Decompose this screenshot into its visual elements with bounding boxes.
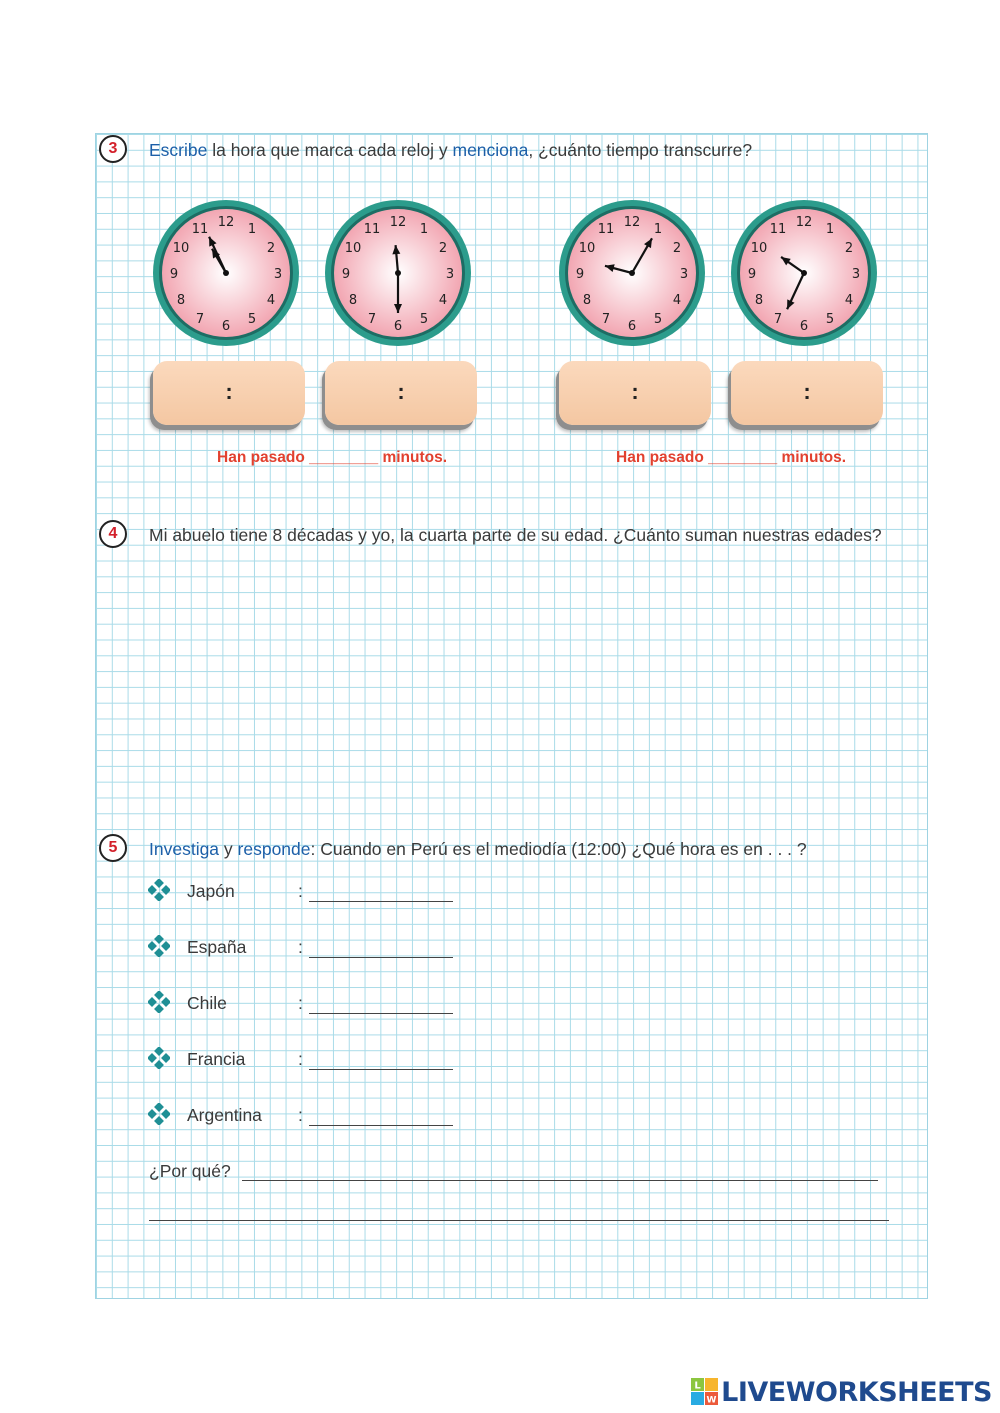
logo-letter-w: W <box>706 1395 717 1406</box>
clock-number: 3 <box>679 267 689 282</box>
elapsed-prefix: Han pasado <box>217 449 305 466</box>
section-4-number: 4 <box>99 520 127 548</box>
clock-number: 1 <box>825 221 835 237</box>
country-argentina: Argentina <box>187 1105 262 1125</box>
section-3-number: 3 <box>99 135 127 163</box>
clock-number: 5 <box>825 312 835 328</box>
clock-number: 5 <box>653 312 663 328</box>
prompt-text: y <box>219 839 238 859</box>
why-answer-line-2[interactable] <box>149 1220 889 1221</box>
clock-2 <box>323 198 473 348</box>
clock-number: 6 <box>221 319 231 334</box>
clock-number: 10 <box>344 241 362 256</box>
diamond-bullet-icon <box>148 935 170 957</box>
clock-number: 3 <box>445 267 455 282</box>
diamond-bullet-icon <box>148 1103 170 1125</box>
clock-number: 4 <box>672 293 682 308</box>
clock-number: 12 <box>795 215 813 230</box>
country-japon: Japón <box>187 881 235 901</box>
clock-number: 9 <box>575 267 585 282</box>
country-colon: : <box>298 993 303 1013</box>
time-answer-box-3[interactable]: : <box>559 361 711 425</box>
section-5-number: 5 <box>99 834 127 862</box>
clock-number: 2 <box>266 241 276 256</box>
clock-number: 11 <box>191 221 209 237</box>
clock-number: 6 <box>627 319 637 334</box>
elapsed-blank[interactable]: ________ <box>309 449 379 466</box>
clock-number: 3 <box>851 267 861 282</box>
answer-line-japon[interactable] <box>309 900 453 902</box>
clock-number: 6 <box>799 319 809 334</box>
clock-number: 9 <box>169 267 179 282</box>
elapsed-minutes-line-1 <box>217 449 447 467</box>
answer-line-espana[interactable] <box>309 956 453 958</box>
country-francia: Francia <box>187 1049 246 1069</box>
clock-number: 9 <box>341 267 351 282</box>
clock-number: 8 <box>176 293 186 308</box>
diamond-bullet-icon <box>148 879 170 901</box>
clock-number: 7 <box>195 312 205 328</box>
prompt-keyword-investiga: Investiga <box>149 839 220 859</box>
clock-number: 10 <box>172 241 190 256</box>
diamond-bullet-icon <box>148 1047 170 1069</box>
clock-number: 3 <box>273 267 283 282</box>
clock-number: 8 <box>754 293 764 308</box>
section-4-prompt: Mi abuelo tiene 8 décadas y yo, la cuarta parte de su edad. ¿Cuánto suman nuestras edades? <box>149 525 882 545</box>
elapsed-suffix: minutos. <box>781 449 847 466</box>
answer-line-francia[interactable] <box>309 1068 453 1070</box>
clock-number: 2 <box>438 241 448 256</box>
clock-number: 4 <box>266 293 276 308</box>
clock-center <box>223 270 229 276</box>
clock-number: 2 <box>844 241 854 256</box>
why-label: ¿Por qué? <box>149 1161 231 1181</box>
answer-line-argentina[interactable] <box>309 1124 453 1126</box>
clock-number: 4 <box>844 293 854 308</box>
country-colon: : <box>298 937 303 957</box>
clock-number: 4 <box>438 293 448 308</box>
diamond-bullet-icon <box>148 991 170 1013</box>
clock-number: 2 <box>672 241 682 256</box>
clock-number: 1 <box>653 221 663 237</box>
elapsed-suffix: minutos. <box>382 449 448 466</box>
clock-4 <box>729 198 879 348</box>
country-colon: : <box>298 1049 303 1069</box>
country-espana: España <box>187 937 247 957</box>
clock-number: 1 <box>247 221 257 237</box>
elapsed-minutes-line-2 <box>616 449 846 467</box>
time-answer-box-2[interactable]: : <box>325 361 477 425</box>
clock-number: 5 <box>419 312 429 328</box>
time-answer-box-1[interactable]: : <box>153 361 305 425</box>
prompt-keyword-responde: responde <box>237 839 311 859</box>
logo-mark-icon <box>691 1378 719 1406</box>
clock-number: 11 <box>769 221 787 237</box>
elapsed-blank[interactable]: ________ <box>708 449 778 466</box>
prompt-keyword-menciona: menciona <box>452 140 529 160</box>
prompt-text-end: , ¿cuánto tiempo transcurre? <box>528 140 753 160</box>
logo-letter-l: L <box>694 1380 701 1392</box>
country-chile: Chile <box>187 993 227 1013</box>
clock-number: 6 <box>393 319 403 334</box>
clock-number: 8 <box>582 293 592 308</box>
prompt-keyword-escribe: Escribe <box>149 140 208 160</box>
clock-number: 11 <box>597 221 615 237</box>
clock-number: 7 <box>601 312 611 328</box>
clock-number: 5 <box>247 312 257 328</box>
country-colon: : <box>298 881 303 901</box>
why-answer-line-1[interactable] <box>242 1180 878 1181</box>
country-colon: : <box>298 1105 303 1125</box>
clock-number: 8 <box>348 293 358 308</box>
clock-number: 7 <box>367 312 377 328</box>
answer-line-chile[interactable] <box>309 1012 453 1014</box>
section-5-prompt <box>149 839 807 860</box>
clock-number: 7 <box>773 312 783 328</box>
time-answer-box-4[interactable]: : <box>731 361 883 425</box>
clock-number: 10 <box>750 241 768 256</box>
clock-1 <box>151 198 301 348</box>
liveworksheets-logo <box>691 1375 992 1409</box>
clock-number: 9 <box>747 267 757 282</box>
section-3-prompt <box>149 140 752 161</box>
clock-number: 12 <box>217 215 235 230</box>
elapsed-prefix: Han pasado <box>616 449 704 466</box>
clock-center <box>629 270 635 276</box>
brand-name: LIVEWORKSHEETS <box>721 1376 992 1408</box>
clock-number: 12 <box>623 215 641 230</box>
clock-number: 10 <box>578 241 596 256</box>
clock-number: 12 <box>389 215 407 230</box>
prompt-text-end: : Cuando en Perú es el mediodía (12:00) ¿Qué hora es en . . . ? <box>310 839 807 859</box>
clock-center <box>801 270 807 276</box>
clock-number: 11 <box>363 221 381 237</box>
clock-3 <box>557 198 707 348</box>
prompt-text: la hora que marca cada reloj y <box>207 140 453 160</box>
clock-number: 1 <box>419 221 429 237</box>
clock-center <box>395 270 401 276</box>
